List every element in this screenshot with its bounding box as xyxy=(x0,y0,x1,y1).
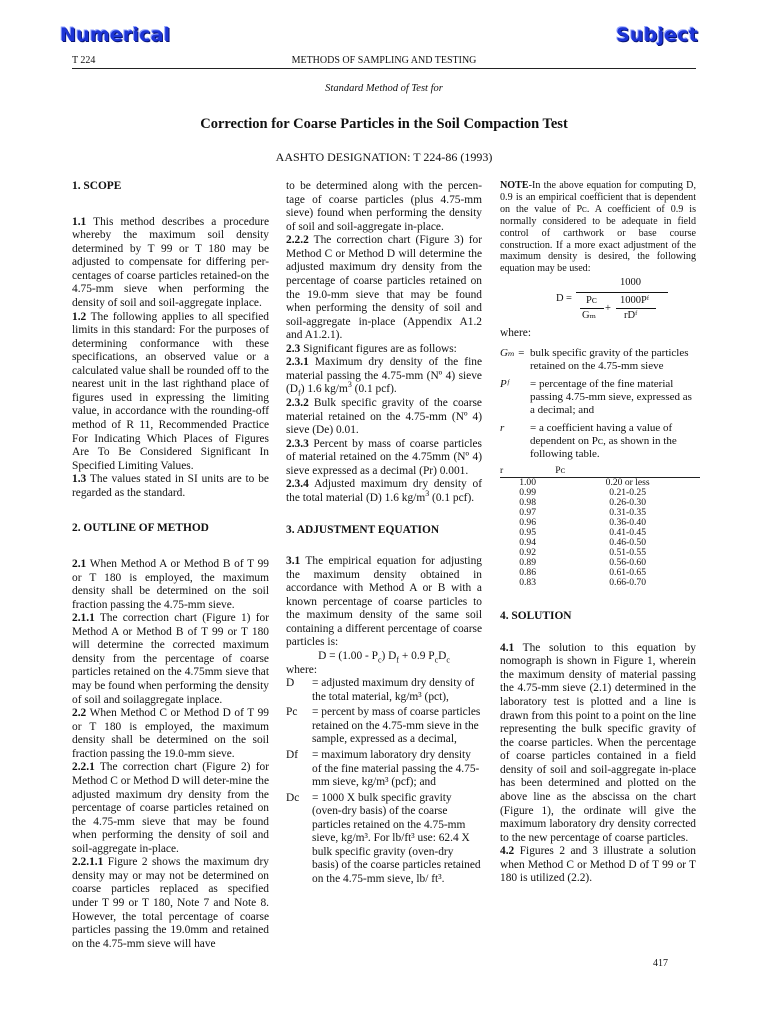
definition-gm: Gₘ = bulk specific gravity of the particles retained on the 4.75-mm sieve xyxy=(500,346,689,372)
aashto-designation: AASHTO DESIGNATION: T 224-86 (1993) xyxy=(275,150,493,164)
exact-adjustment-formula xyxy=(500,275,696,327)
formula-pc: Pᴄ xyxy=(586,295,597,307)
adjustment-equation: $D = (1.00 - P_c)$ $D_f + 0.9$ $P_cD_c$ xyxy=(318,650,450,665)
table-cell-pc: 0.26-0.30 xyxy=(609,496,647,508)
running-title: METHODS OF SAMPLING AND TESTING xyxy=(291,55,477,66)
para-2-1-1: 2.1.1 The correction chart (Figure 1) for Method A or Method B of T 99 or T 180 will determine the corrected maximum density from the percentage of coarse particles retained on the 4.75mm sieve that may be found when performing the density of soil and soilaggregate inplace. xyxy=(72,612,269,706)
table-cell-pc: 0.51-0.55 xyxy=(609,546,647,558)
formula-numerator: 1000 xyxy=(620,277,641,289)
brand-logo-subject: Subject xyxy=(616,24,698,46)
table-cell-pc: 0.46-0.50 xyxy=(609,536,647,548)
formula-pf: 1000Pᶠ xyxy=(620,295,650,307)
definition-dc: Dc = 1000 X bulk specific gravity (oven-dry basis) of the coarse particles retained on the 4.75-mm sieve, kg/m³. For lb/ft³ use: 62.4 X bulk specific gravity (oven-dry basis) of the coarse particles retained on the 4.75-mm sieve, lb/ ft³. xyxy=(286,791,481,885)
para-2-1: 2.1 When Method A or Method B of T 99 or T 180 is employed, the maximum density shall be determined on the soil fraction passing the 4.75-mm sieve. xyxy=(72,557,269,611)
para-2-3-2: 2.3.2 Bulk specific gravity of the coarse material retained on the 4.75-mm (Nº 4) sieve (De) 0.01. xyxy=(286,397,482,437)
table-cell-pc: 0.41-0.45 xyxy=(609,526,647,538)
para-2-3-1: 2.3.1 Maximum dry density of the fine material passing the 4.75-mm (Nº 4) sieve $(D_f)$ 1.6 $kg/m^3$ (0.1 pcf). xyxy=(286,356,482,398)
page-code: T 224 xyxy=(72,55,96,66)
column-2 xyxy=(286,180,482,889)
table-cell-pc: 0.66-0.70 xyxy=(609,577,647,589)
para-3-1: 3.1 The empirical equation for adjusting the maximum density obtained in accordance with Method A or B with a known percentage of coarse particles to the maximum density of the same soil containing a different percentage of coarse particles is: xyxy=(286,555,482,649)
para-1-3: 1.3 The values stated in SI units are to be regarded as the standard. xyxy=(72,473,269,499)
formula-d: D xyxy=(556,293,564,305)
outline-heading: 2. OUTLINE OF METHOD xyxy=(72,522,209,535)
para-1-2: 1.2 The following applies to all specified limits in this standard: For the purposes of determining conformance with these specifications, an observed value or a calculated value shall be rounded off to the nearest unit in the last righthand place of figures used in expressing the limiting value, in accordance with the rounding-off method of R 11, Recommended Practice For Indicating Which Places of Figures Are To Be Considered Significant In Specified Limiting Values. xyxy=(72,310,269,472)
para-4-2: 4.2 Figures 2 and 3 illustrate a solution when Method C or Method D of T 99 or T 180 is utilized (2.2). xyxy=(500,845,696,885)
adjustment-equation-heading: 3. ADJUSTMENT EQUATION xyxy=(286,523,440,536)
standard-method-label: Standard Method of Test for xyxy=(325,83,443,94)
column-1 xyxy=(72,180,269,951)
table-cell-r: 0.97 xyxy=(519,506,537,518)
table-cell-pc: 0.56-0.60 xyxy=(609,557,647,568)
definition-pf: Pᶠ = percentage of the fine material passing 4.75-mm sieve, expressed as a decimal; and xyxy=(500,377,692,417)
definition-df: Df = maximum laboratory dry density of the fine material passing the 4.75-mm sieve, kg/m³ (pcf); and xyxy=(286,748,480,789)
para-2-2-1: 2.2.1 The correction chart (Figure 2) for Method C or Method D will deter-mine the adjusted maximum dry density from the percentage of coarse particles retained on the 4.75-mm sieve that may be found when performing the density of soil and soil-aggregate in-place. xyxy=(72,761,269,855)
definition-d: D = adjusted maximum dry density of the total material, kg/m³ (pct), xyxy=(286,677,475,703)
table-cell-r: 0.94 xyxy=(519,536,537,548)
scope-heading: 1. SCOPE xyxy=(72,180,122,192)
formula-equals: = xyxy=(566,293,572,305)
para-2-2: 2.2 When Method C or Method D of T 99 or T 180 is employed, the maximum density shall be determined on the soil fraction passing the 19.0-mm sieve. xyxy=(72,707,269,760)
formula-main-fraction-bar xyxy=(576,292,668,293)
table-cell-r: 0.95 xyxy=(519,526,537,538)
formula-plus: + xyxy=(605,303,611,315)
para-continued: to be determined along with the percen-tage of coarse particles (plus 4.75-mm sieve) found when performing the density of soil and soil-aggregate in-place. xyxy=(286,180,482,233)
table-cell-r: 0.86 xyxy=(519,567,537,579)
table-cell-pc: 0.21-0.25 xyxy=(609,486,647,498)
table-cell-pc: 0.20 or less xyxy=(605,476,650,488)
para-1-1: 1.1 This method describes a procedure whereby the maximum soil density determined by T 99 or T 180 may be adjusted to compensate for differing per-centages of coarse particles retained-on the 4.75-mm sieve when performing the density of soil and soil-aggregate inplace. xyxy=(72,215,269,309)
header-rule xyxy=(72,68,696,69)
where-label-2: where: xyxy=(500,327,531,340)
para-4-1: 4.1 The solution to this equation by nomograph is shown in Figure 1, wherein the maximum density of material passing the 4.75-mm sieve (2.1) determined in the laboratory test is plotted and a line is drawn from this point to a point on the line representing the bulk specific gravity of the coarse particles. When the percentage of coarse particles contained in a field density of soil and soil-aggregate in-place has been determined and plotted on the above line as the abscissa on the chart (Figure 1), the ordinate will give the maximum laboratory dry density corrected to the new percentage of coarse particles. xyxy=(500,641,696,844)
solution-heading: 4. SOLUTION xyxy=(500,610,572,623)
para-2-2-2: 2.2.2 The correction chart (Figure 3) for Method C or Method D will determine the adjusted maximum dry density from the percentage of coarse particles retained on the 19.0-mm sieve that may be found when performing the density of soil and soil-aggregate in-place (Appendix A1.2 and A1.2.1). xyxy=(286,234,482,342)
coefficient-table xyxy=(500,466,700,588)
brand-logo-numerical: Numerical xyxy=(60,24,171,46)
table-cell-pc: 0.36-0.40 xyxy=(609,516,647,528)
table-cell-r: 0.99 xyxy=(519,486,537,498)
table-cell-r: 0.89 xyxy=(519,557,537,568)
formula-gm: Gₘ xyxy=(582,310,597,322)
page-number: 417 xyxy=(653,958,668,969)
para-2-3-4: 2.3.4 Adjusted maximum dry density of the total material (D) 1.6 $kg/m^3$ (0.1 pcf). xyxy=(286,478,482,504)
table-cell-pc: 0.31-0.35 xyxy=(609,506,647,518)
column-3 xyxy=(500,180,696,886)
table-cell-pc: 0.61-0.65 xyxy=(609,567,647,579)
table-header-row xyxy=(500,466,700,477)
table-cell-r: 1.00 xyxy=(519,476,537,488)
definition-r: r = a coefficient having a value of dependent on Pᴄ, as shown in the following table. xyxy=(500,422,677,461)
formula-fraction-bar-right xyxy=(616,308,656,309)
para-2-2-1-1: 2.2.1.1 Figure 2 shows the maximum dry density may or may not be determined on coarse particles replaced as specified under T 99 or T 180, Note 7 and Note 8. However, the total percentage of coarse particles passing the 19.0mm and retained on the 4.75-mm sieve will have xyxy=(72,856,269,950)
table-header-pc: Pᴄ xyxy=(555,466,700,477)
where-label: where: xyxy=(286,663,317,676)
para-2-3-3: 2.3.3 Percent by mass of coarse particles of material retained on the 4.75mm (Nº 4) sieve expressed as a decimal (Pr) 0.001. xyxy=(286,437,482,477)
note-paragraph: NOTE-In the above equation for computing D, 0.9 is an empirical coefficient that is dependent on the value of Pᴄ. A coefficient of 0.9 is normally considered to be adequate in field control of carthwork or base course construction. If a more exact adjustment of the maximum density is desired, the following equation may be used: xyxy=(500,180,696,275)
table-row xyxy=(500,578,700,588)
table-cell-r: 0.92 xyxy=(519,546,537,558)
table-row xyxy=(500,477,700,488)
formula-rdf: rDᶠ xyxy=(624,310,638,322)
table-cell-r: 0.96 xyxy=(519,516,537,528)
para-2-3: 2.3 Significant figures are as follows: xyxy=(286,342,457,355)
table-cell-r: 0.83 xyxy=(519,577,537,589)
table-cell-r: 0.98 xyxy=(519,496,537,508)
table-header-r: r xyxy=(500,466,555,477)
document-title: Correction for Coarse Particles in the Soil Compaction Test xyxy=(200,116,568,132)
definition-pc: Pc = percent by mass of coarse particles retained on the 4.75-mm sieve in the sample, expressed as a decimal, xyxy=(286,706,481,746)
formula-fraction-bar-left xyxy=(580,308,604,309)
